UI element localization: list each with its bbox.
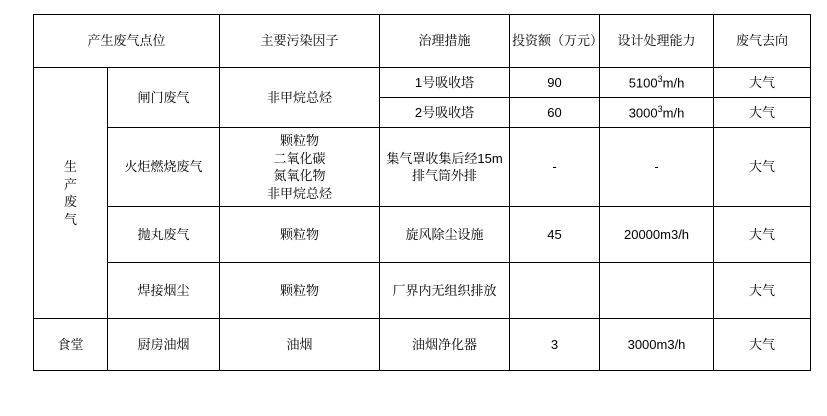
table-row	[34, 128, 811, 207]
cell-capacity	[600, 98, 714, 128]
cell-capacity: 3000m3/h	[600, 319, 714, 371]
cell-destination: 大气	[714, 128, 811, 207]
table-header-row	[34, 15, 811, 68]
group-label-production: 生 产 废 气	[34, 68, 108, 319]
cell-measure: 厂界内无组织排放	[380, 263, 510, 319]
cell-investment: 3	[510, 319, 600, 371]
capacity-superscript: 3	[657, 74, 663, 85]
group-label-canteen: 食堂	[34, 319, 108, 371]
cell-investment	[510, 263, 600, 319]
cell-capacity: 20000m3/h	[600, 207, 714, 263]
capacity-superscript: 3	[657, 104, 663, 115]
column-header-point: 产生废气点位	[34, 15, 220, 68]
cell-capacity	[600, 68, 714, 98]
cell-point: 闸门废气	[108, 68, 220, 128]
column-header-factor: 主要污染因子	[220, 15, 380, 68]
cell-factor: 油烟	[220, 319, 380, 371]
cell-measure: 集气罩收集后经15m 排气筒外排	[380, 128, 510, 207]
cell-investment: 90	[510, 68, 600, 98]
cell-factor: 颗粒物	[220, 207, 380, 263]
cell-destination: 大气	[714, 263, 811, 319]
table-row	[34, 207, 811, 263]
cell-factor: 颗粒物 二氧化碳 氮氧化物 非甲烷总烃	[220, 128, 380, 207]
column-header-destination: 废气去向	[714, 15, 811, 68]
capacity-value: 5100	[628, 75, 658, 91]
cell-measure: 油烟净化器	[380, 319, 510, 371]
cell-capacity	[600, 263, 714, 319]
cell-factor: 非甲烷总烃	[220, 68, 380, 128]
cell-destination: 大气	[714, 68, 811, 98]
cell-measure: 2号吸收塔	[380, 98, 510, 128]
cell-investment: 60	[510, 98, 600, 128]
table-row	[34, 319, 811, 371]
table-row	[34, 263, 811, 319]
cell-destination: 大气	[714, 98, 811, 128]
cell-destination: 大气	[714, 319, 811, 371]
cell-investment: 45	[510, 207, 600, 263]
cell-point: 火炬燃烧废气	[108, 128, 220, 207]
capacity-value: 3000	[628, 105, 658, 121]
column-header-investment: 投资额（万元）	[510, 15, 600, 68]
cell-destination: 大气	[714, 207, 811, 263]
column-header-measure: 治理措施	[380, 15, 510, 68]
cell-measure: 旋风除尘设施	[380, 207, 510, 263]
cell-measure: 1号吸收塔	[380, 68, 510, 98]
column-header-capacity: 设计处理能力	[600, 15, 714, 68]
cell-point: 焊接烟尘	[108, 263, 220, 319]
cell-factor: 颗粒物	[220, 263, 380, 319]
air-emission-table	[33, 14, 811, 371]
table-row	[34, 68, 811, 98]
cell-capacity: -	[600, 128, 714, 207]
capacity-unit: m/h	[662, 75, 685, 91]
cell-investment: -	[510, 128, 600, 207]
capacity-unit: m/h	[662, 105, 685, 121]
cell-point: 抛丸废气	[108, 207, 220, 263]
cell-point: 厨房油烟	[108, 319, 220, 371]
